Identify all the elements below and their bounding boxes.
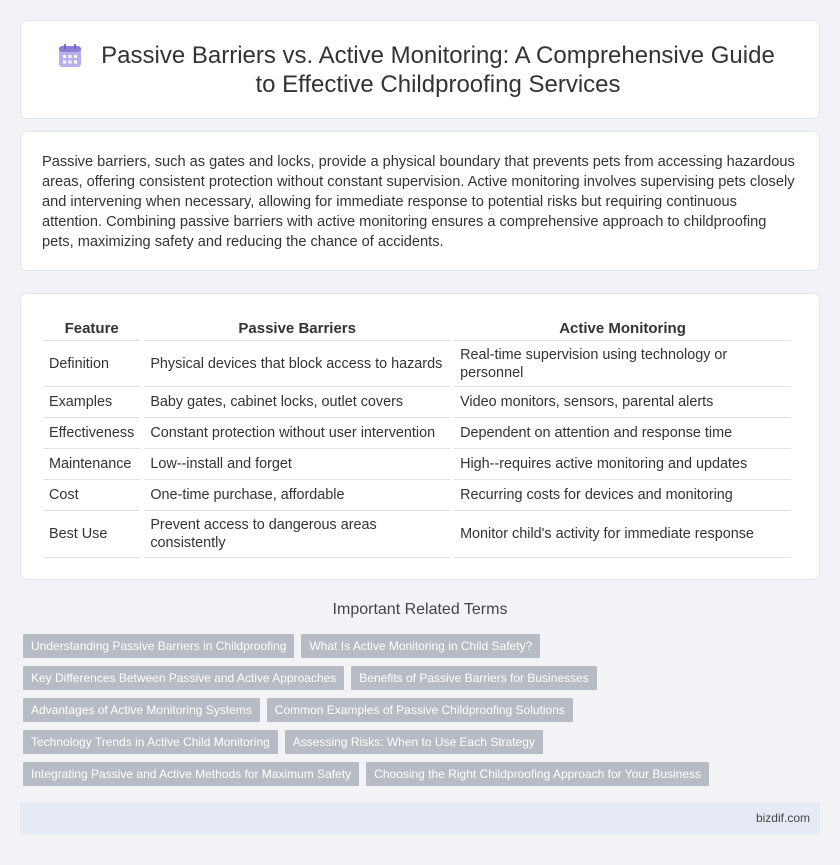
tag-row	[23, 698, 823, 722]
comparison-table	[39, 312, 795, 558]
table-row	[43, 449, 791, 480]
related-term-tag[interactable]: Common Examples of Passive Childproofing Solutions	[267, 698, 573, 722]
table-cell-active: Video monitors, sensors, parental alerts	[454, 387, 791, 418]
comparison-table-card	[20, 293, 820, 580]
table-cell-feature: Effectiveness	[43, 418, 140, 449]
table-cell-feature: Examples	[43, 387, 140, 418]
table-cell-passive: Baby gates, cabinet locks, outlet covers	[144, 387, 450, 418]
table-header-active: Active Monitoring	[454, 312, 791, 341]
footer	[20, 802, 820, 834]
table-cell-passive: One-time purchase, affordable	[144, 480, 450, 511]
table-row	[43, 480, 791, 511]
table-cell-feature: Best Use	[43, 511, 140, 558]
tag-row	[23, 762, 823, 786]
related-terms-heading: Important Related Terms	[332, 601, 508, 618]
page-title: Passive Barriers vs. Active Monitoring: A Comprehensive Guide to Effective Childproofing Services	[101, 41, 775, 98]
table-row	[43, 387, 791, 418]
table-row	[43, 341, 791, 387]
table-cell-passive: Prevent access to dangerous areas consistently	[144, 511, 450, 558]
table-cell-feature: Maintenance	[43, 449, 140, 480]
table-header-row	[43, 312, 791, 341]
calendar-icon	[57, 43, 83, 69]
table-cell-active: Monitor child's activity for immediate response	[454, 511, 791, 558]
related-term-tag[interactable]: Benefits of Passive Barriers for Businesses	[351, 666, 596, 690]
related-term-tag[interactable]: Understanding Passive Barriers in Childproofing	[23, 634, 294, 658]
table-cell-passive: Constant protection without user intervention	[144, 418, 450, 449]
related-term-tag[interactable]: Technology Trends in Active Child Monitoring	[23, 730, 278, 754]
header-card	[20, 20, 820, 119]
table-cell-active: Real-time supervision using technology or personnel	[454, 341, 791, 387]
table-cell-active: Dependent on attention and response time	[454, 418, 791, 449]
related-term-tag[interactable]: Integrating Passive and Active Methods for Maximum Safety	[23, 762, 359, 786]
related-term-tag[interactable]: Key Differences Between Passive and Active Approaches	[23, 666, 344, 690]
tag-row	[23, 634, 823, 658]
table-cell-active: Recurring costs for devices and monitoring	[454, 480, 791, 511]
table-header-feature: Feature	[43, 312, 140, 341]
tag-row	[23, 730, 823, 754]
table-cell-passive: Low--install and forget	[144, 449, 450, 480]
related-term-tag[interactable]: Assessing Risks: When to Use Each Strategy	[285, 730, 543, 754]
table-row	[43, 418, 791, 449]
summary-text: Passive barriers, such as gates and locks, provide a physical boundary that prevents pets from accessing hazardous areas, offering consistent protection without constant supervision. Active monitoring involves supervising pets closely and intervening when necessary, allowing for immediate response to potential risks but requiring continuous attention. Combining passive barriers with active monitoring ensures a comprehensive approach to childproofing pets, maximizing safety and reducing the chance of accidents.	[42, 154, 795, 250]
footer-brand[interactable]: bizdif.com	[755, 811, 810, 825]
summary-card	[20, 131, 820, 271]
table-cell-feature: Definition	[43, 341, 140, 387]
table-cell-feature: Cost	[43, 480, 140, 511]
table-cell-active: High--requires active monitoring and updates	[454, 449, 791, 480]
table-cell-passive: Physical devices that block access to hazards	[144, 341, 450, 387]
tag-row	[23, 666, 823, 690]
related-term-tag[interactable]: What Is Active Monitoring in Child Safety?	[301, 634, 540, 658]
table-header-passive: Passive Barriers	[144, 312, 450, 341]
related-term-tag[interactable]: Advantages of Active Monitoring Systems	[23, 698, 260, 722]
title-wrap	[27, 41, 813, 99]
table-row	[43, 511, 791, 558]
related-term-tag[interactable]: Choosing the Right Childproofing Approach for Your Business	[366, 762, 709, 786]
related-terms-tags	[23, 634, 823, 794]
